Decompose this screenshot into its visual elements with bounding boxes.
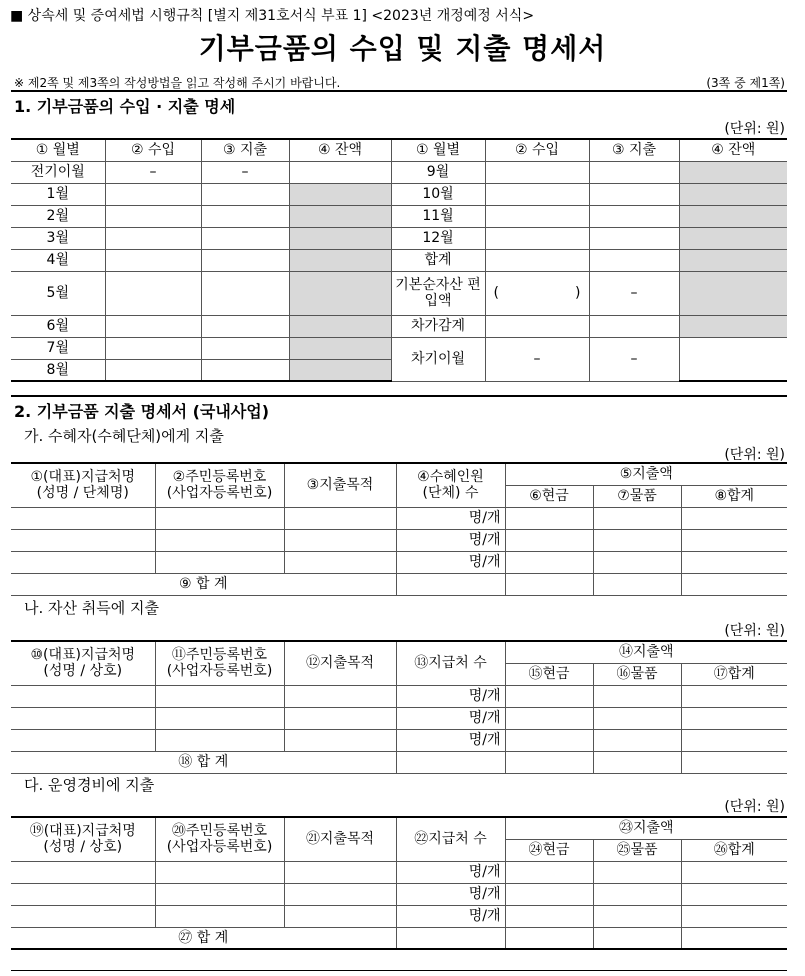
sum-cell[interactable]: [681, 685, 787, 707]
hdr-count-line1: ④수혜인원: [417, 469, 484, 486]
count-cell[interactable]: 명/개: [396, 507, 505, 529]
count-cell[interactable]: 명/개: [396, 529, 505, 551]
sum-cell[interactable]: [681, 707, 787, 729]
sum-cell[interactable]: [681, 729, 787, 751]
cash-cell[interactable]: [505, 529, 593, 551]
income-cell[interactable]: [105, 271, 201, 315]
total-income-cell[interactable]: [485, 249, 589, 271]
sum-cell[interactable]: [681, 883, 787, 905]
hdr-amount: ㉓지출액: [505, 817, 787, 839]
purpose-cell[interactable]: [284, 707, 396, 729]
total-goods-cell[interactable]: [593, 573, 681, 595]
expense-cell[interactable]: [201, 227, 289, 249]
payee-cell[interactable]: [11, 551, 155, 573]
purpose-cell[interactable]: [284, 551, 396, 573]
payee-cell[interactable]: [11, 861, 155, 883]
month-label: 6월: [11, 315, 105, 337]
hdr-count: [396, 463, 505, 507]
section1-title: 1. 기부금품의 수입 · 지출 명세: [14, 97, 236, 116]
month-label: 4월: [11, 249, 105, 271]
count-cell[interactable]: 명/개: [396, 861, 505, 883]
sum-cell[interactable]: [681, 551, 787, 573]
hdr-regno-line1: ②주민등록번호: [172, 469, 267, 486]
hdr-goods: ㉕물품: [593, 839, 681, 861]
cash-cell[interactable]: [505, 861, 593, 883]
purpose-cell[interactable]: [284, 685, 396, 707]
hdr-amount: ⑤지출액: [505, 463, 787, 485]
net-asset-expense-dash: –: [589, 271, 679, 315]
income-cell[interactable]: [485, 205, 589, 227]
instruction-note: ※ 제2쪽 및 제3쪽의 작성방법을 읽고 작성해 주시기 바랍니다.: [14, 76, 341, 90]
hdr-purpose: ㉑지출목적: [284, 817, 396, 861]
prev-expense-dash: –: [201, 161, 289, 183]
income-expense-table: [11, 138, 787, 382]
sub-c-title: 다. 운영경비에 지출: [24, 776, 155, 794]
expense-cell[interactable]: [589, 227, 679, 249]
sub-b-title: 나. 자산 취득에 지출: [24, 599, 159, 617]
goods-cell[interactable]: [593, 729, 681, 751]
balance-cell-gray: [679, 315, 787, 337]
sub-c-unit: (단위: 원): [724, 799, 785, 815]
month-label: 10월: [391, 183, 485, 205]
goods-cell[interactable]: [593, 685, 681, 707]
expense-cell[interactable]: [201, 183, 289, 205]
net-asset-parentheses: [486, 285, 589, 301]
hdr-income-left: ② 수입: [105, 139, 201, 161]
goods-cell[interactable]: [593, 551, 681, 573]
hdr-count: ⑬지급처 수: [396, 641, 505, 685]
net-asset-income-cell[interactable]: [485, 271, 589, 315]
goods-cell[interactable]: [593, 905, 681, 927]
income-cell[interactable]: [105, 227, 201, 249]
expense-cell[interactable]: [201, 315, 289, 337]
hdr-income-right: ② 수입: [485, 139, 589, 161]
hdr-regno: [155, 817, 284, 861]
goods-cell[interactable]: [593, 529, 681, 551]
hdr-regno-line2: (사업자등록번호): [166, 839, 273, 856]
income-cell[interactable]: [105, 205, 201, 227]
purpose-cell[interactable]: [284, 883, 396, 905]
income-cell[interactable]: [485, 183, 589, 205]
balance-cell-gray: [289, 183, 391, 205]
income-cell[interactable]: [105, 359, 201, 381]
hdr-purpose: ③지출목적: [284, 463, 396, 507]
hdr-expense-right: ③ 지출: [589, 139, 679, 161]
month-label: 3월: [11, 227, 105, 249]
hdr-month-right: ① 월별: [391, 139, 485, 161]
total-cash-cell[interactable]: [505, 751, 593, 773]
section2-rule: [11, 395, 787, 397]
sub-b-total-label: ⑱ 합 계: [11, 751, 396, 773]
payee-cell[interactable]: [11, 707, 155, 729]
balance-cell-gray: [679, 205, 787, 227]
count-cell[interactable]: 명/개: [396, 729, 505, 751]
balance-cell-gray: [679, 271, 787, 315]
hdr-payee-line1: ⑲(대표)지급처명: [29, 823, 136, 840]
income-cell[interactable]: [105, 249, 201, 271]
hdr-payee-line2: (성명 / 상호): [43, 663, 123, 680]
payee-cell[interactable]: [11, 507, 155, 529]
sub-a-total-label: ⑨ 합 계: [11, 573, 396, 595]
hdr-payee-line1: ①(대표)지급처명: [30, 469, 136, 486]
cash-cell[interactable]: [505, 707, 593, 729]
hdr-regno: [155, 641, 284, 685]
total-sum-cell[interactable]: [681, 927, 787, 949]
count-cell[interactable]: 명/개: [396, 707, 505, 729]
expense-cell[interactable]: [201, 205, 289, 227]
hdr-cash: ⑥현금: [505, 485, 593, 507]
payee-cell[interactable]: [11, 529, 155, 551]
expense-cell[interactable]: [201, 271, 289, 315]
sum-cell[interactable]: [681, 861, 787, 883]
regno-cell[interactable]: [155, 905, 284, 927]
carry-balance-cell[interactable]: [679, 337, 787, 381]
balance-cell-gray: [289, 227, 391, 249]
month-label: 8월: [11, 359, 105, 381]
purpose-cell[interactable]: [284, 729, 396, 751]
income-cell[interactable]: [105, 183, 201, 205]
total-count-cell[interactable]: [396, 751, 505, 773]
sum-cell[interactable]: [681, 507, 787, 529]
payee-cell[interactable]: [11, 685, 155, 707]
count-cell[interactable]: 명/개: [396, 905, 505, 927]
cash-cell[interactable]: [505, 905, 593, 927]
adjust-expense-cell[interactable]: [589, 315, 679, 337]
payee-cell[interactable]: [11, 883, 155, 905]
total-goods-cell[interactable]: [593, 927, 681, 949]
regno-cell[interactable]: [155, 707, 284, 729]
hdr-regno-line1: ⑪주민등록번호: [171, 647, 268, 664]
total-cash-cell[interactable]: [505, 927, 593, 949]
regno-cell[interactable]: [155, 685, 284, 707]
regno-cell[interactable]: [155, 883, 284, 905]
balance-cell-gray: [289, 249, 391, 271]
hdr-expense-left: ③ 지출: [201, 139, 289, 161]
count-cell[interactable]: 명/개: [396, 883, 505, 905]
prev-carry-label: 전기이월: [11, 161, 105, 183]
payee-cell[interactable]: [11, 729, 155, 751]
adjust-income-cell[interactable]: [485, 315, 589, 337]
month-label: 11월: [391, 205, 485, 227]
expense-cell[interactable]: [201, 359, 289, 381]
hdr-balance-right: ④ 잔액: [679, 139, 787, 161]
section2-title: 2. 기부금품 지출 명세서 (국내사업): [14, 402, 270, 421]
hdr-goods: ⑦물품: [593, 485, 681, 507]
sub-a-table: [11, 462, 787, 596]
hdr-month-left: ① 월별: [11, 139, 105, 161]
purpose-cell[interactable]: [284, 861, 396, 883]
carry-forward-label: 차기이월: [391, 337, 485, 381]
balance-cell-gray: [679, 227, 787, 249]
carry-income-dash: –: [485, 337, 589, 381]
prev-balance-cell[interactable]: [289, 161, 391, 183]
hdr-regno: [155, 463, 284, 507]
month-label: 9월: [391, 161, 485, 183]
total-sum-cell[interactable]: [681, 751, 787, 773]
balance-cell-gray: [289, 205, 391, 227]
goods-cell[interactable]: [593, 861, 681, 883]
count-cell[interactable]: 명/개: [396, 685, 505, 707]
hdr-regno-line2: (사업자등록번호): [166, 485, 273, 502]
total-count-cell[interactable]: [396, 573, 505, 595]
cash-cell[interactable]: [505, 507, 593, 529]
month-label: 1월: [11, 183, 105, 205]
hdr-cash: ㉔현금: [505, 839, 593, 861]
footer-rule: [11, 970, 787, 971]
month-label: 12월: [391, 227, 485, 249]
page-indicator: (3쪽 중 제1쪽): [706, 76, 785, 90]
income-cell[interactable]: [105, 337, 201, 359]
hdr-purpose: ⑫지출목적: [284, 641, 396, 685]
hdr-balance-left: ④ 잔액: [289, 139, 391, 161]
header-rule: [11, 90, 787, 92]
expense-cell[interactable]: [589, 205, 679, 227]
sub-b-unit: (단위: 원): [724, 623, 785, 639]
total-count-cell[interactable]: [396, 927, 505, 949]
income-cell[interactable]: [485, 161, 589, 183]
sub-a-unit: (단위: 원): [724, 447, 785, 463]
page-title: 기부금품의 수입 및 지출 명세서: [198, 32, 607, 65]
cash-cell[interactable]: [505, 729, 593, 751]
goods-cell[interactable]: [593, 707, 681, 729]
sub-b-table: [11, 640, 787, 774]
hdr-count-line2: (단체) 수: [422, 485, 479, 502]
total-cash-cell[interactable]: [505, 573, 593, 595]
regno-cell[interactable]: [155, 729, 284, 751]
payee-cell[interactable]: [11, 905, 155, 927]
regno-cell[interactable]: [155, 861, 284, 883]
hdr-payee-line2: (성명 / 단체명): [36, 485, 129, 502]
balance-cell-gray: [679, 183, 787, 205]
sub-c-total-label: ㉗ 합 계: [11, 927, 396, 949]
income-cell[interactable]: [105, 315, 201, 337]
adjust-label: 차가감계: [391, 315, 485, 337]
goods-cell[interactable]: [593, 507, 681, 529]
hdr-sum: ⑧합계: [681, 485, 787, 507]
hdr-payee-line1: ⑩(대표)지급처명: [30, 647, 136, 664]
cash-cell[interactable]: [505, 883, 593, 905]
sub-c-table: [11, 816, 787, 950]
sub-a-title: 가. 수혜자(수혜단체)에게 지출: [24, 427, 224, 445]
cash-cell[interactable]: [505, 551, 593, 573]
hdr-count: ㉒지급처 수: [396, 817, 505, 861]
regno-cell[interactable]: [155, 529, 284, 551]
hdr-cash: ⑮현금: [505, 663, 593, 685]
regno-cell[interactable]: [155, 507, 284, 529]
hdr-payee-line2: (성명 / 상호): [43, 839, 123, 856]
paren-close: ): [575, 284, 581, 301]
section1-unit: (단위: 원): [724, 121, 785, 137]
purpose-cell[interactable]: [284, 529, 396, 551]
balance-cell-gray: [679, 249, 787, 271]
paren-open: (: [493, 284, 499, 301]
regno-cell[interactable]: [155, 551, 284, 573]
sum-cell[interactable]: [681, 529, 787, 551]
purpose-cell[interactable]: [284, 905, 396, 927]
count-cell[interactable]: 명/개: [396, 551, 505, 573]
month-label: 2월: [11, 205, 105, 227]
balance-cell-gray: [679, 161, 787, 183]
balance-cell-gray: [289, 271, 391, 315]
total-sum-cell[interactable]: [681, 573, 787, 595]
expense-cell[interactable]: [201, 249, 289, 271]
month-label: 7월: [11, 337, 105, 359]
hdr-payee: [11, 463, 155, 507]
month-label: 5월: [11, 271, 105, 315]
total-expense-cell[interactable]: [589, 249, 679, 271]
total-label: 합계: [391, 249, 485, 271]
expense-cell[interactable]: [589, 183, 679, 205]
form-reference: ■ 상속세 및 증여세법 시행규칙 [별지 제31호서식 부표 1] <2023년 개정예정 서식>: [10, 8, 535, 24]
hdr-sum: ㉖합계: [681, 839, 787, 861]
expense-cell[interactable]: [201, 337, 289, 359]
hdr-payee: [11, 641, 155, 685]
carry-expense-dash: –: [589, 337, 679, 381]
hdr-regno-line2: (사업자등록번호): [166, 663, 273, 680]
hdr-regno-line1: ⑳주민등록번호: [171, 823, 268, 840]
purpose-cell[interactable]: [284, 507, 396, 529]
hdr-payee: [11, 817, 155, 861]
balance-cell-gray: [289, 359, 391, 381]
expense-cell[interactable]: [589, 161, 679, 183]
total-goods-cell[interactable]: [593, 751, 681, 773]
balance-cell-gray: [289, 337, 391, 359]
hdr-sum: ⑰합계: [681, 663, 787, 685]
balance-cell-gray: [289, 315, 391, 337]
prev-income-dash: –: [105, 161, 201, 183]
hdr-goods: ⑯물품: [593, 663, 681, 685]
cash-cell[interactable]: [505, 685, 593, 707]
net-asset-label: 기본순자산 편입액: [391, 271, 485, 315]
sum-cell[interactable]: [681, 905, 787, 927]
hdr-amount: ⑭지출액: [505, 641, 787, 663]
goods-cell[interactable]: [593, 883, 681, 905]
income-cell[interactable]: [485, 227, 589, 249]
